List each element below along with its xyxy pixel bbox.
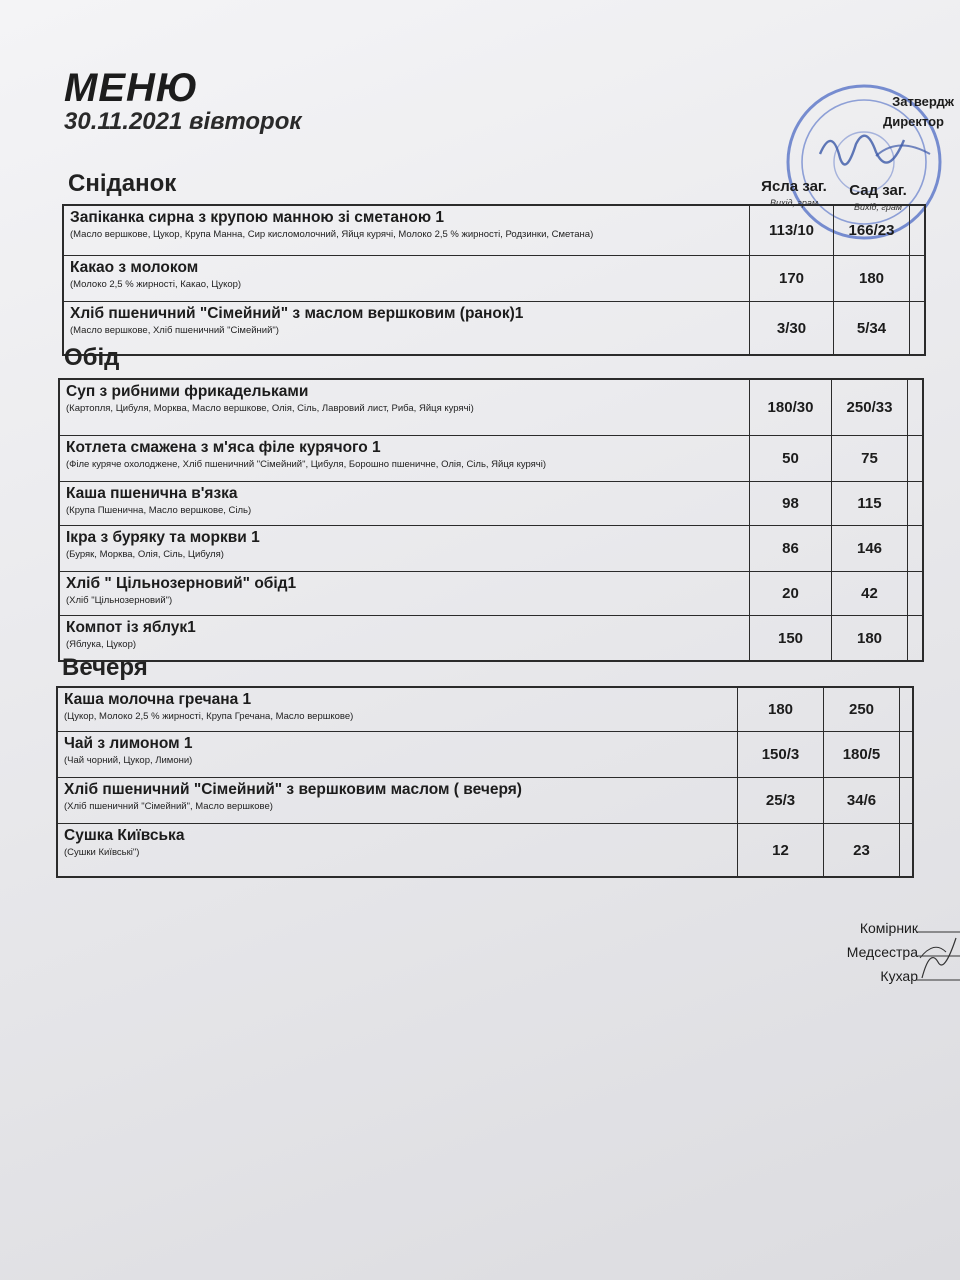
nursery-portion: 150/3 [738, 732, 824, 777]
table-row [60, 380, 922, 436]
table-row [58, 824, 912, 876]
garden-portion: 180 [832, 616, 908, 660]
approval-block [883, 92, 954, 132]
dish-ingredients: (Картопля, Цибуля, Морква, Масло вершкове, Олія, Сіль, Лавровий лист, Риба, Яйця курячі) [66, 403, 474, 414]
dish-ingredients: (Хліб пшеничний "Сімейний", Масло вершкове) [64, 801, 273, 812]
dish-ingredients: (Масло вершкове, Цукор, Крупа Манна, Сир кисломолочний, Яйця курячі, Молоко 2,5 % жирності, Родзинки, Сметана) [70, 229, 594, 240]
section-title-breakfast: Сніданок [68, 170, 177, 197]
dish-name: Какао з молоком [70, 259, 199, 276]
nursery-portion: 180 [738, 688, 824, 731]
dish-cell [64, 302, 750, 354]
table-row [64, 302, 924, 354]
col-sub-nursery: Вихід, грам [769, 198, 819, 208]
blank-cell [908, 482, 922, 525]
nursery-portion: 3/30 [750, 302, 834, 354]
table-row [60, 572, 922, 616]
dish-name: Каша пшенична в'язка [66, 485, 238, 502]
nurse-label: Медсестра [846, 944, 918, 960]
table-row [60, 482, 922, 526]
dish-ingredients: (Крупа Пшенична, Масло вершкове, Сіль) [66, 505, 252, 516]
garden-portion: 115 [832, 482, 908, 525]
dinner-table [56, 686, 914, 878]
table-row [60, 526, 922, 572]
nursery-portion: 20 [750, 572, 832, 615]
dish-name: Ікра з буряку та моркви 1 [66, 529, 260, 546]
dish-name: Хліб пшеничний "Сімейний" з маслом вершковим (ранок)1 [70, 305, 524, 322]
dish-name: Чай з лимоном 1 [64, 735, 193, 752]
menu-date: 30.11.2021 вівторок [64, 108, 302, 135]
nursery-portion: 98 [750, 482, 832, 525]
dish-ingredients: (Чай чорний, Цукор, Лимони) [64, 755, 193, 766]
nursery-portion: 170 [750, 256, 834, 301]
approval-label: Затвердж [892, 94, 954, 109]
dish-name: Хліб " Цільнозерновий" обід1 [66, 575, 297, 592]
dish-name: Каша молочна гречана 1 [64, 691, 252, 708]
garden-portion: 250/33 [832, 380, 908, 435]
table-row [58, 778, 912, 824]
col-head-nursery: Ясла заг. [761, 178, 827, 195]
signature-block [780, 916, 918, 988]
blank-cell [900, 732, 912, 777]
dish-cell [60, 616, 750, 660]
dish-cell [60, 436, 750, 481]
blank-cell [908, 436, 922, 481]
garden-portion: 42 [832, 572, 908, 615]
dish-ingredients: (Хліб "Цільнозерновий") [66, 595, 173, 606]
dish-cell [60, 526, 750, 571]
dish-ingredients: (Філе куряче охолоджене, Хліб пшеничний "Сімейний", Цибуля, Борошно пшеничне, Олія, Сіль, Яйця курячі) [66, 459, 547, 470]
garden-portion: 75 [832, 436, 908, 481]
blank-cell [900, 688, 912, 731]
table-row [58, 688, 912, 732]
page-title: МЕНЮ [64, 66, 199, 110]
nursery-portion: 180/30 [750, 380, 832, 435]
dish-ingredients: (Цукор, Молоко 2,5 % жирності, Крупа Гречана, Масло вершкове) [64, 711, 354, 722]
dish-ingredients: (Молоко 2,5 % жирності, Какао, Цукор) [70, 279, 242, 290]
section-title-lunch: Обід [64, 344, 120, 371]
dish-cell [60, 380, 750, 435]
dish-name: Котлета смажена з м'яса філе курячого 1 [66, 439, 381, 456]
garden-portion: 250 [824, 688, 900, 731]
dish-name: Компот із яблук1 [66, 619, 196, 636]
table-row [60, 436, 922, 482]
cook-label: Кухар [880, 968, 918, 984]
storekeeper-label: Комірник [859, 920, 918, 936]
nursery-portion: 12 [738, 824, 824, 876]
dish-ingredients: (Сушки Київські") [64, 847, 140, 858]
lunch-table [58, 378, 924, 662]
table-row [60, 616, 922, 660]
dish-name: Хліб пшеничний "Сімейний" з вершковим маслом ( вечеря) [64, 781, 522, 798]
dish-cell [58, 778, 738, 823]
dish-ingredients: (Масло вершкове, Хліб пшеничний "Сімейний") [70, 325, 279, 336]
nursery-portion: 150 [750, 616, 832, 660]
table-row [64, 256, 924, 302]
garden-portion: 23 [824, 824, 900, 876]
blank-cell [910, 302, 924, 354]
section-title-dinner: Вечеря [62, 654, 148, 681]
blank-cell [908, 380, 922, 435]
signature-lines [916, 918, 960, 988]
blank-cell [908, 572, 922, 615]
col-head-garden: Сад заг. [849, 182, 907, 199]
dish-cell [64, 206, 750, 255]
nursery-portion: 86 [750, 526, 832, 571]
dish-name: Сушка Київська [64, 827, 185, 844]
garden-portion: 180 [834, 256, 910, 301]
dish-ingredients: (Буряк, Морква, Олія, Сіль, Цибуля) [66, 549, 224, 560]
dish-name: Суп з рибними фрикадельками [66, 383, 309, 400]
nursery-portion: 113/10 [750, 206, 834, 255]
garden-portion: 34/6 [824, 778, 900, 823]
dish-cell [64, 256, 750, 301]
blank-cell [908, 616, 922, 660]
blank-cell [900, 778, 912, 823]
blank-cell [900, 824, 912, 876]
garden-portion: 180/5 [824, 732, 900, 777]
garden-portion: 5/34 [834, 302, 910, 354]
dish-cell [58, 824, 738, 876]
col-sub-garden: Вихід, грам [853, 202, 903, 212]
garden-portion: 146 [832, 526, 908, 571]
blank-cell [910, 206, 924, 255]
dish-name: Запіканка сирна з крупою манною зі сметаною 1 [70, 209, 444, 226]
dish-cell [58, 688, 738, 731]
nursery-portion: 50 [750, 436, 832, 481]
breakfast-table [62, 204, 926, 356]
nursery-portion: 25/3 [738, 778, 824, 823]
garden-portion: 166/23 [834, 206, 910, 255]
table-row [64, 206, 924, 256]
blank-cell [910, 256, 924, 301]
table-row [58, 732, 912, 778]
blank-cell [908, 526, 922, 571]
dish-cell [58, 732, 738, 777]
dish-cell [60, 572, 750, 615]
director-label: Директор [882, 114, 944, 129]
dish-ingredients: (Яблука, Цукор) [66, 639, 137, 650]
dish-cell [60, 482, 750, 525]
